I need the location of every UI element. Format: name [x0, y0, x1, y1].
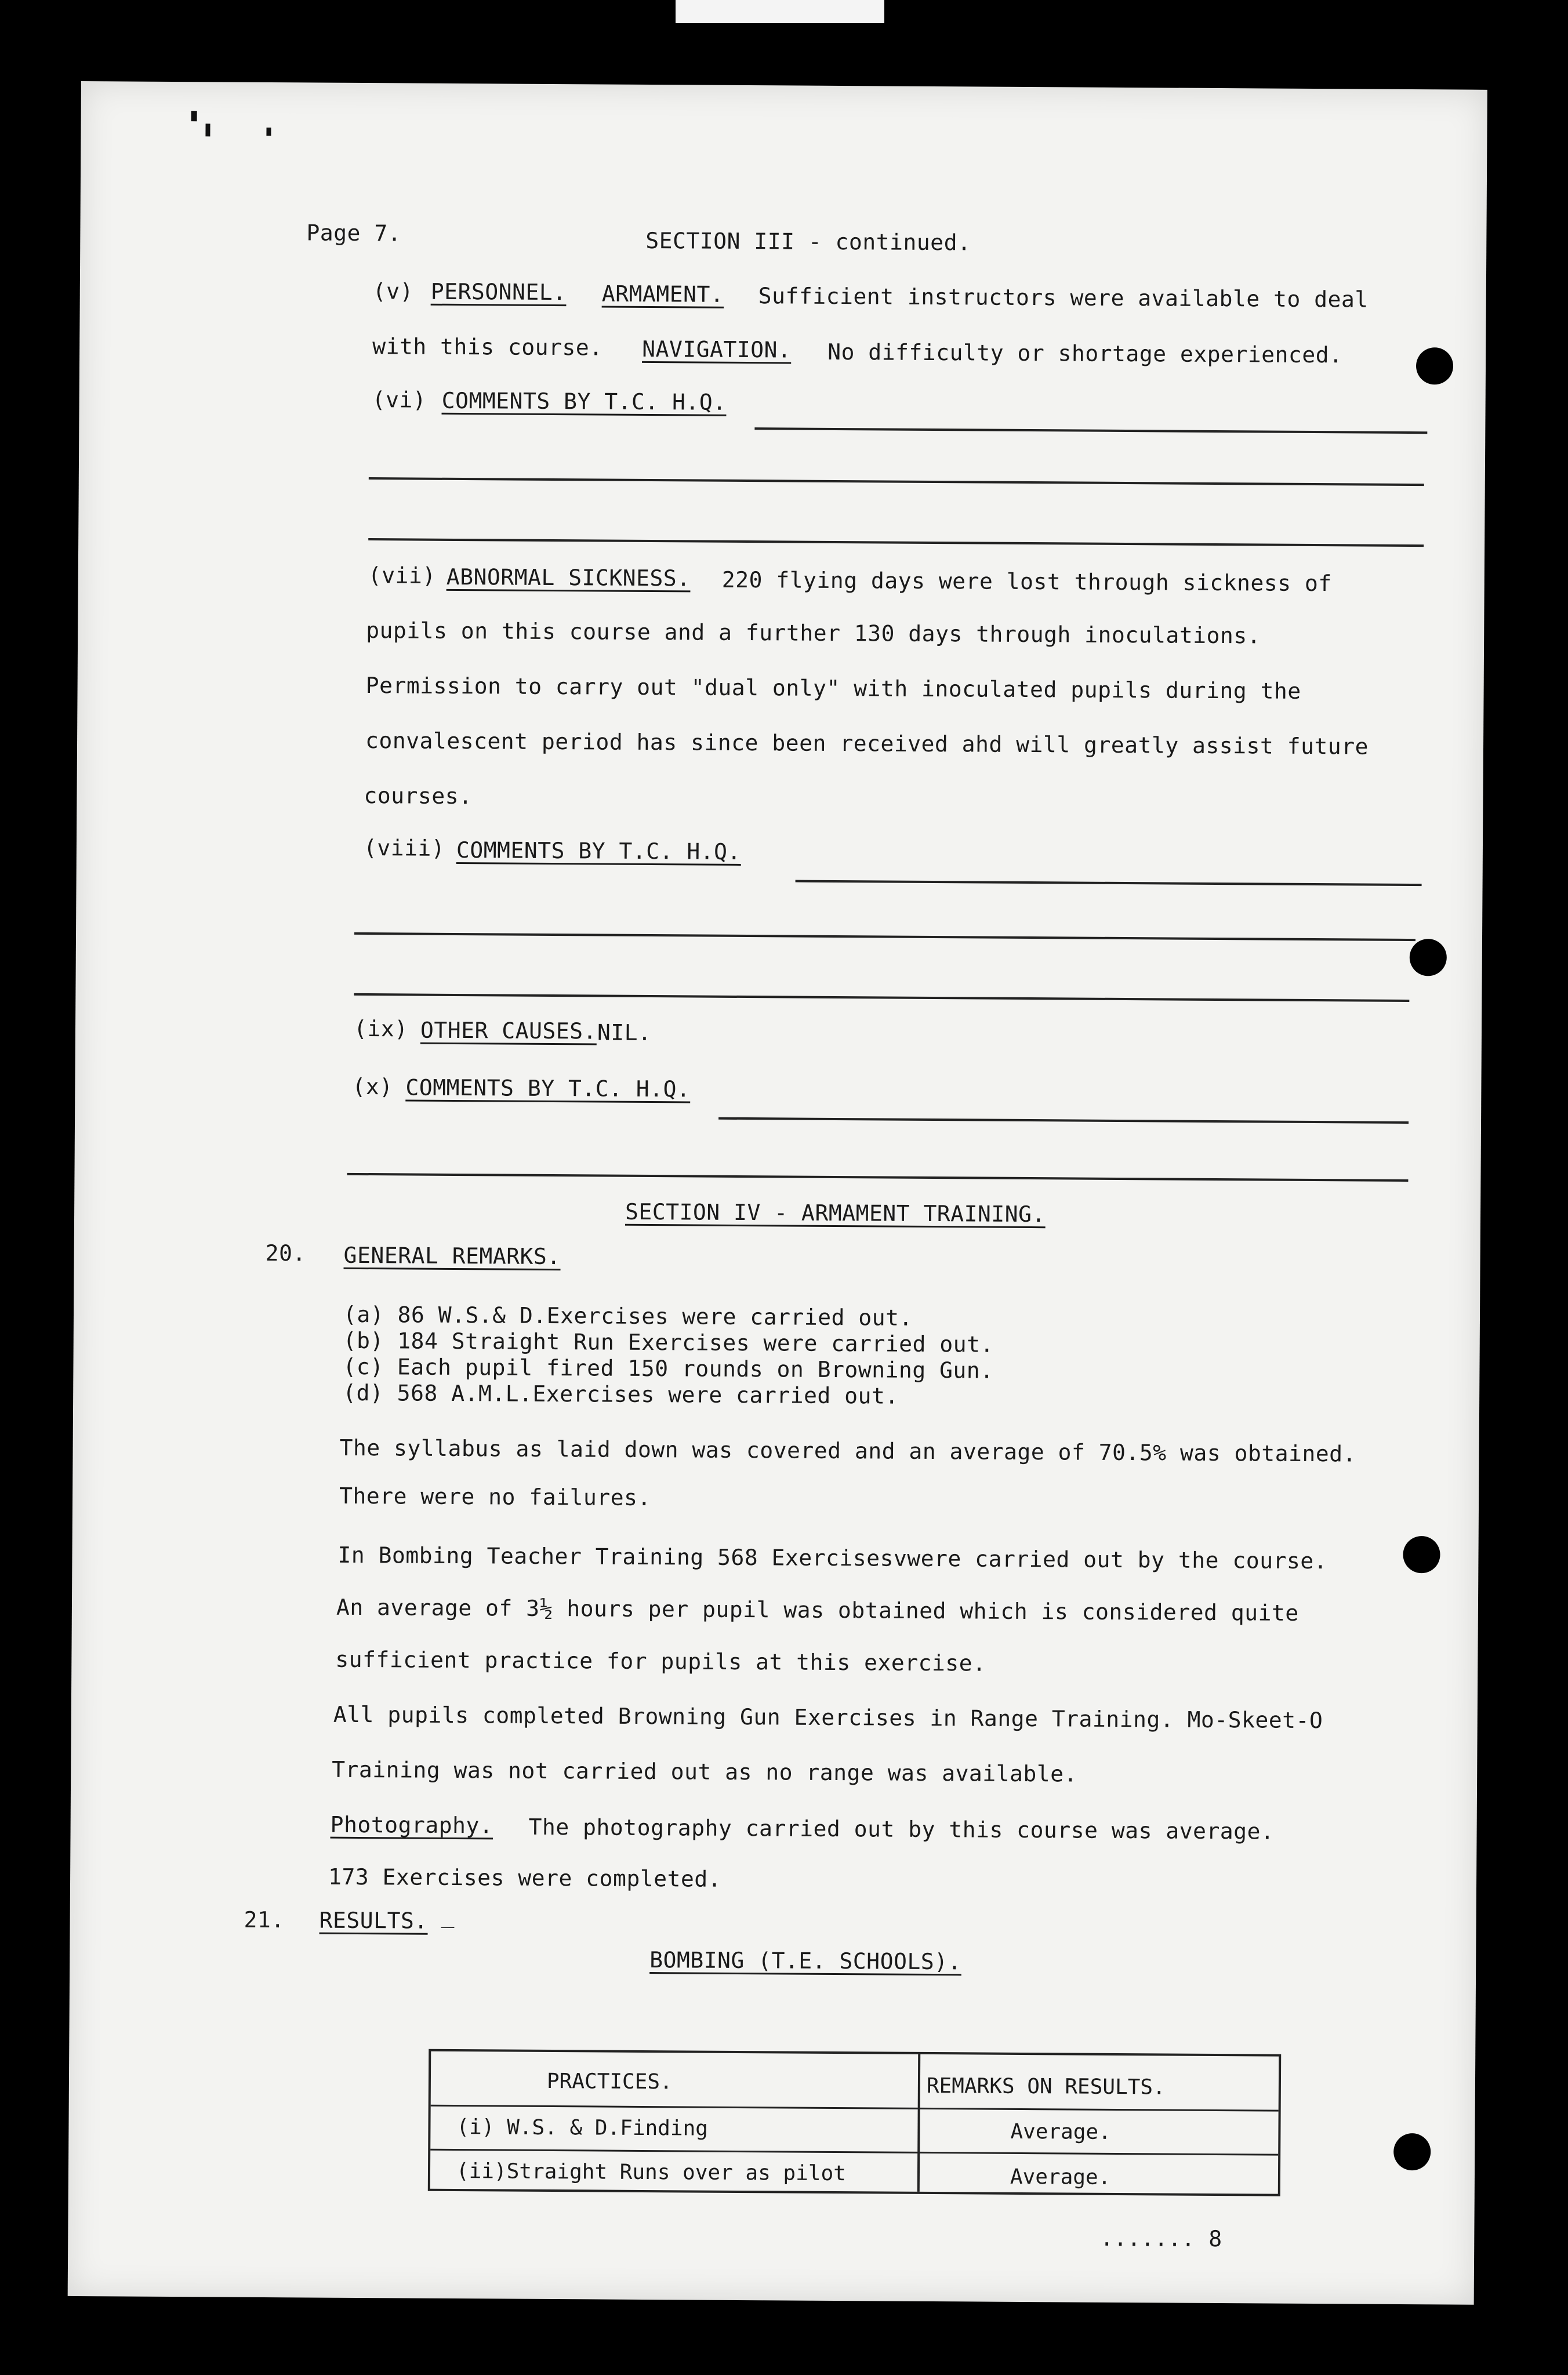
comment-line [354, 993, 1409, 1002]
paragraph-number: 21. [244, 1906, 285, 1933]
table-cell: (ii)Straight Runs over as pilot [456, 2159, 846, 2186]
body-text: pupils on this course and a further 130 days through inoculations. [366, 618, 1261, 649]
item-number: (x) [352, 1073, 393, 1100]
body-text: NIL. [597, 1019, 652, 1046]
body-text: courses. [364, 783, 473, 809]
table-divider [917, 2054, 920, 2192]
heading: COMMENTS BY T.C. H.Q. [441, 387, 727, 415]
results-table [428, 2049, 1281, 2196]
comment-line [347, 1173, 1408, 1182]
document-page [68, 81, 1487, 2305]
table-cell: Average. [1010, 2119, 1111, 2144]
table-title: BOMBING (T.E. SCHOOLS). [649, 1947, 962, 1975]
heading: PERSONNEL. [430, 278, 567, 306]
comment-line [718, 1117, 1409, 1124]
body-text: The photography carried out by this course was average. [528, 1814, 1275, 1844]
body-text: Permission to carry out "dual only" with inoculated pupils during the [365, 673, 1301, 704]
heading: Photography. [330, 1811, 493, 1839]
punch-hole-3 [1403, 1536, 1440, 1573]
body-text: sufficient practice for pupils at this exercise. [335, 1646, 986, 1676]
column-header: REMARKS ON RESULTS. [926, 2073, 1166, 2100]
comment-line [369, 477, 1424, 486]
comment-line [368, 538, 1424, 547]
stray-mark [191, 111, 197, 121]
heading: RESULTS. [319, 1907, 428, 1934]
body-text: convalescent period has since been received ahd will greatly assist future [365, 728, 1369, 760]
heading: COMMENTS BY T.C. H.Q. [456, 837, 741, 865]
film-edge-strip [676, 0, 884, 23]
heading: COMMENTS BY T.C. H.Q. [405, 1074, 691, 1102]
heading: NAVIGATION. [642, 336, 792, 363]
body-text: An average of 3½ hours per pupil was obtained which is considered quite [336, 1594, 1299, 1626]
table-divider [431, 2105, 1279, 2112]
heading: OTHER CAUSES. [420, 1017, 597, 1044]
page-label: Page 7. [306, 220, 402, 246]
section-title: SECTION III - continued. [645, 227, 971, 256]
punch-hole-2 [1410, 939, 1447, 976]
comment-line [796, 880, 1422, 887]
item-number: (vii) [368, 562, 436, 589]
stray-mark [205, 124, 210, 136]
body-text: In Bombing Teacher Training 568 Exercisesvwere carried out by the course. [337, 1542, 1328, 1574]
punch-hole-4 [1393, 2133, 1431, 2170]
body-text: No difficulty or shortage experienced. [827, 339, 1343, 368]
punch-hole-1 [1416, 347, 1453, 384]
list-item: (b) 184 Straight Run Exercises were carried out. [343, 1327, 994, 1357]
dash-mark: _ [441, 1902, 455, 1928]
list-item: (d) 568 A.M.L.Exercises were carried out. [343, 1379, 899, 1409]
section-title: SECTION IV - ARMAMENT TRAINING. [625, 1199, 1046, 1228]
body-text: Sufficient instructors were available to deal [758, 283, 1369, 313]
continuation-marker: ....... 8 [1100, 2225, 1222, 2252]
body-text: with this course. [372, 333, 603, 361]
list-item: (a) 86 W.S.& D.Exercises were carried out. [343, 1301, 913, 1331]
body-text: Training was not carried out as no range was available. [332, 1756, 1078, 1787]
table-cell: Average. [1010, 2165, 1111, 2189]
body-text: 173 Exercises were completed. [328, 1864, 722, 1892]
table-cell: (i) W.S. & D.Finding [456, 2115, 709, 2141]
column-header: PRACTICES. [546, 2069, 673, 2094]
heading: ARMAMENT. [601, 281, 724, 307]
list-item: (c) Each pupil fired 150 rounds on Browning Gun. [343, 1353, 994, 1383]
body-text: All pupils completed Browning Gun Exercises in Range Training. Mo-Skeet-O [333, 1701, 1323, 1734]
body-text: There were no failures. [339, 1483, 651, 1511]
item-number: (v) [372, 278, 414, 304]
table-divider [430, 2149, 1278, 2156]
item-number: (vi) [372, 387, 427, 413]
heading: GENERAL REMARKS. [343, 1242, 561, 1270]
paragraph-number: 20. [265, 1240, 306, 1266]
comment-line [754, 427, 1427, 434]
comment-line [354, 932, 1415, 941]
item-number: (ix) [353, 1015, 408, 1042]
heading: ABNORMAL SICKNESS. [446, 564, 691, 591]
stray-mark [266, 128, 271, 136]
body-text: The syllabus as laid down was covered and an average of 70.5% was obtained. [339, 1435, 1357, 1467]
item-number: (viii) [363, 834, 445, 861]
body-text: 220 flying days were lost through sickness of [721, 566, 1332, 597]
